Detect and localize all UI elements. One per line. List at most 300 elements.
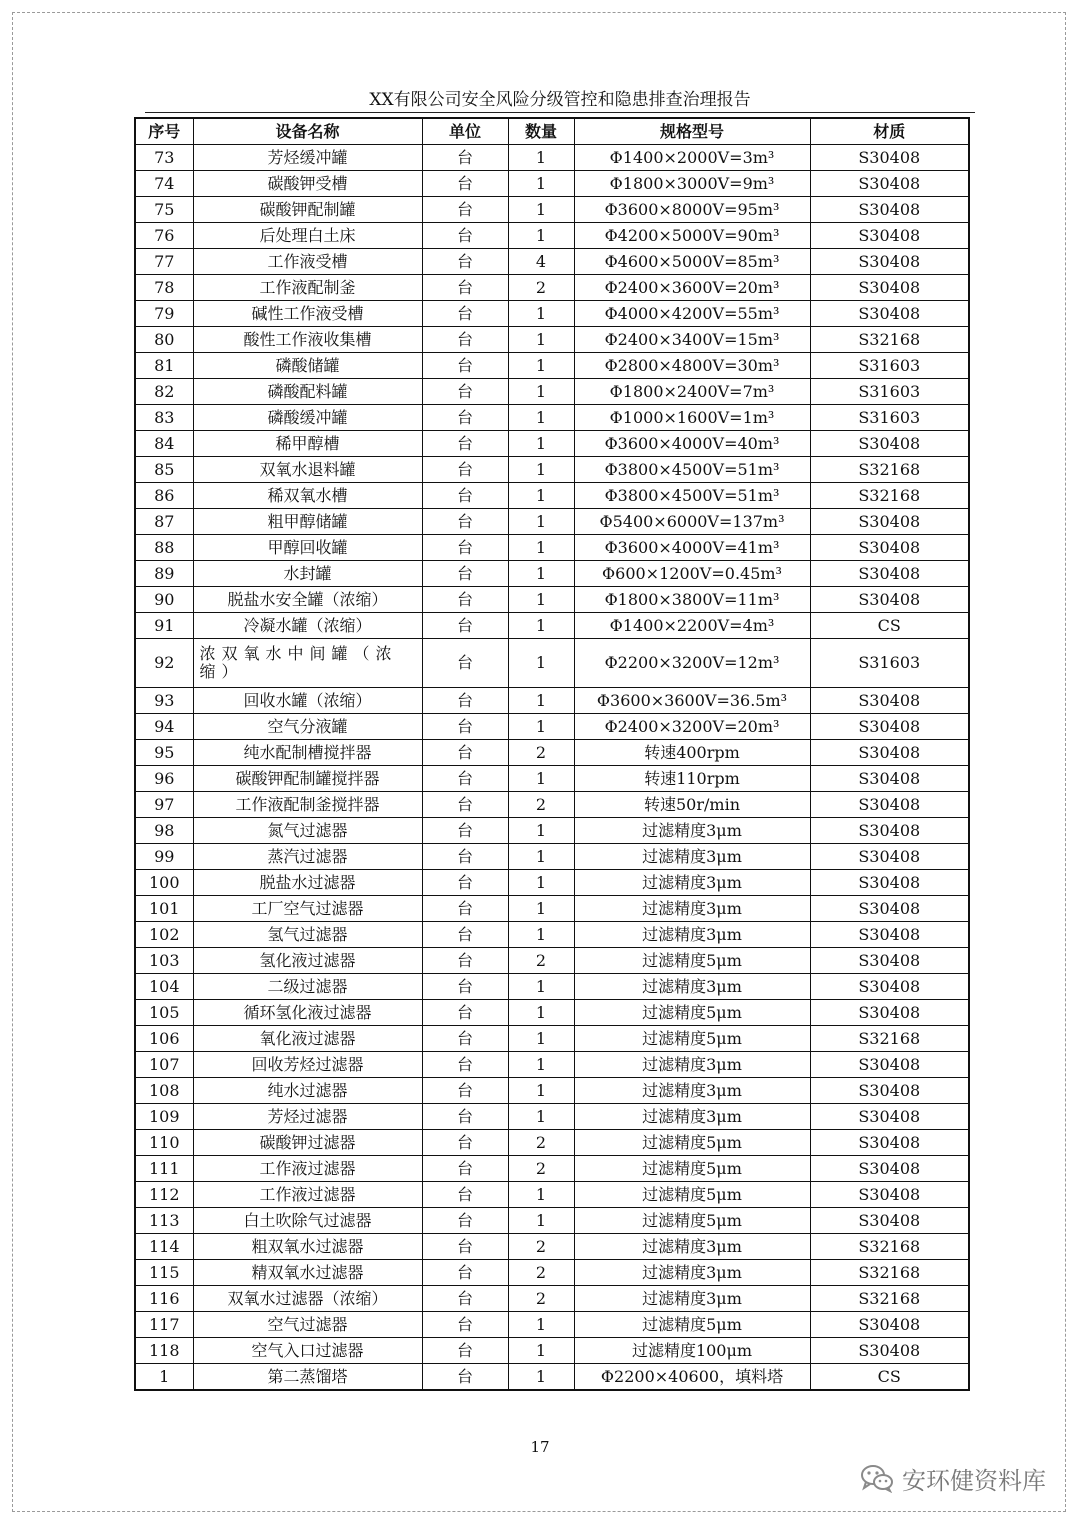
cell-spec: Φ3600×4000V=41m³	[574, 535, 810, 561]
cell-quantity: 1	[508, 1104, 574, 1130]
cell-name: 碳酸钾配制罐搅拌器	[193, 766, 422, 792]
cell-material: S32168	[810, 1234, 969, 1260]
cell-spec: Φ3600×3600V=36.5m³	[574, 688, 810, 714]
cell-index: 115	[135, 1260, 193, 1286]
cell-name: 稀双氧水槽	[193, 483, 422, 509]
cell-index: 83	[135, 405, 193, 431]
cell-name: 蒸汽过滤器	[193, 844, 422, 870]
cell-index: 74	[135, 171, 193, 197]
cell-spec: Φ3600×8000V=95m³	[574, 197, 810, 223]
cell-quantity: 1	[508, 145, 574, 171]
cell-unit: 台	[422, 1052, 508, 1078]
cell-material: S30408	[810, 792, 969, 818]
cell-material: S30408	[810, 1208, 969, 1234]
table-row	[135, 948, 969, 974]
table-body	[135, 145, 969, 1391]
cell-index: 102	[135, 922, 193, 948]
cell-name: 浓双氧水中间罐（浓缩）	[193, 639, 422, 688]
cell-unit: 台	[422, 639, 508, 688]
cell-index: 113	[135, 1208, 193, 1234]
cell-index: 81	[135, 353, 193, 379]
table-row	[135, 301, 969, 327]
cell-spec: Φ1400×2200V=4m³	[574, 613, 810, 639]
cell-name: 精双氧水过滤器	[193, 1260, 422, 1286]
cell-quantity: 4	[508, 249, 574, 275]
table-row	[135, 1286, 969, 1312]
cell-index: 88	[135, 535, 193, 561]
cell-quantity: 1	[508, 1026, 574, 1052]
cell-index: 78	[135, 275, 193, 301]
table-row	[135, 688, 969, 714]
cell-unit: 台	[422, 1104, 508, 1130]
cell-material: CS	[810, 1364, 969, 1391]
cell-spec: Φ1800×3800V=11m³	[574, 587, 810, 613]
table-row	[135, 1364, 969, 1391]
cell-spec: Φ2200×40600，填料塔	[574, 1364, 810, 1391]
cell-name: 空气入口过滤器	[193, 1338, 422, 1364]
cell-spec: Φ600×1200V=0.45m³	[574, 561, 810, 587]
cell-quantity: 1	[508, 870, 574, 896]
table-row	[135, 766, 969, 792]
cell-quantity: 1	[508, 431, 574, 457]
cell-name: 空气过滤器	[193, 1312, 422, 1338]
table-row	[135, 1208, 969, 1234]
cell-index: 91	[135, 613, 193, 639]
cell-unit: 台	[422, 1260, 508, 1286]
cell-material: S30408	[810, 223, 969, 249]
cell-quantity: 1	[508, 639, 574, 688]
cell-quantity: 2	[508, 275, 574, 301]
cell-quantity: 1	[508, 766, 574, 792]
cell-quantity: 1	[508, 535, 574, 561]
cell-material: S30408	[810, 766, 969, 792]
cell-material: S30408	[810, 249, 969, 275]
cell-unit: 台	[422, 1312, 508, 1338]
cell-name: 循环氢化液过滤器	[193, 1000, 422, 1026]
cell-spec: Φ2200×3200V=12m³	[574, 639, 810, 688]
table-row	[135, 1078, 969, 1104]
table-row	[135, 1104, 969, 1130]
table-row	[135, 587, 969, 613]
cell-spec: 过滤精度3μm	[574, 1260, 810, 1286]
cell-index: 95	[135, 740, 193, 766]
cell-index: 77	[135, 249, 193, 275]
cell-quantity: 1	[508, 896, 574, 922]
cell-material: S30408	[810, 1000, 969, 1026]
cell-spec: Φ4200×5000V=90m³	[574, 223, 810, 249]
cell-index: 101	[135, 896, 193, 922]
cell-index: 117	[135, 1312, 193, 1338]
cell-quantity: 1	[508, 1182, 574, 1208]
cell-unit: 台	[422, 792, 508, 818]
cell-material: S32168	[810, 483, 969, 509]
cell-quantity: 1	[508, 509, 574, 535]
cell-name: 芳烃缓冲罐	[193, 145, 422, 171]
cell-material: S32168	[810, 1286, 969, 1312]
cell-quantity: 1	[508, 353, 574, 379]
cell-material: S30408	[810, 1052, 969, 1078]
cell-name: 脱盐水过滤器	[193, 870, 422, 896]
cell-name: 工作液过滤器	[193, 1156, 422, 1182]
cell-spec: 过滤精度3μm	[574, 1104, 810, 1130]
cell-spec: 过滤精度5μm	[574, 1000, 810, 1026]
cell-spec: Φ2400×3200V=20m³	[574, 714, 810, 740]
cell-quantity: 1	[508, 922, 574, 948]
cell-index: 104	[135, 974, 193, 1000]
cell-index: 89	[135, 561, 193, 587]
cell-spec: 过滤精度5μm	[574, 1182, 810, 1208]
cell-material: S32168	[810, 1026, 969, 1052]
cell-index: 109	[135, 1104, 193, 1130]
cell-spec: 过滤精度3μm	[574, 1286, 810, 1312]
cell-quantity: 1	[508, 405, 574, 431]
cell-spec: Φ1400×2000V=3m³	[574, 145, 810, 171]
table-header-row	[135, 118, 969, 145]
cell-name: 白土吹除气过滤器	[193, 1208, 422, 1234]
cell-material: S30408	[810, 896, 969, 922]
cell-material: S30408	[810, 561, 969, 587]
cell-unit: 台	[422, 844, 508, 870]
cell-name: 稀甲醇槽	[193, 431, 422, 457]
table-row	[135, 483, 969, 509]
cell-material: S30408	[810, 1104, 969, 1130]
cell-material: S31603	[810, 379, 969, 405]
cell-spec: Φ1800×2400V=7m³	[574, 379, 810, 405]
cell-quantity: 1	[508, 1078, 574, 1104]
cell-spec: 过滤精度3μm	[574, 818, 810, 844]
table-row	[135, 792, 969, 818]
cell-quantity: 2	[508, 1234, 574, 1260]
cell-index: 92	[135, 639, 193, 688]
cell-unit: 台	[422, 974, 508, 1000]
cell-index: 86	[135, 483, 193, 509]
cell-name: 磷酸配料罐	[193, 379, 422, 405]
cell-quantity: 2	[508, 792, 574, 818]
cell-quantity: 1	[508, 688, 574, 714]
cell-name: 水封罐	[193, 561, 422, 587]
cell-name: 磷酸缓冲罐	[193, 405, 422, 431]
cell-quantity: 1	[508, 1338, 574, 1364]
cell-quantity: 1	[508, 818, 574, 844]
cell-quantity: 1	[508, 1364, 574, 1391]
cell-index: 1	[135, 1364, 193, 1391]
cell-spec: 过滤精度3μm	[574, 896, 810, 922]
cell-spec: Φ4000×4200V=55m³	[574, 301, 810, 327]
cell-index: 80	[135, 327, 193, 353]
cell-spec: 过滤精度3μm	[574, 922, 810, 948]
cell-material: S30408	[810, 1078, 969, 1104]
cell-name: 回收水罐（浓缩）	[193, 688, 422, 714]
cell-quantity: 2	[508, 1130, 574, 1156]
cell-spec: Φ2400×3600V=20m³	[574, 275, 810, 301]
cell-unit: 台	[422, 1026, 508, 1052]
cell-index: 90	[135, 587, 193, 613]
cell-quantity: 1	[508, 561, 574, 587]
cell-material: S30408	[810, 1312, 969, 1338]
cell-unit: 台	[422, 688, 508, 714]
table-row	[135, 1130, 969, 1156]
table-row	[135, 197, 969, 223]
cell-unit: 台	[422, 714, 508, 740]
cell-material: S30408	[810, 948, 969, 974]
cell-name: 粗甲醇储罐	[193, 509, 422, 535]
table-row	[135, 1156, 969, 1182]
cell-unit: 台	[422, 561, 508, 587]
cell-index: 75	[135, 197, 193, 223]
cell-unit: 台	[422, 1208, 508, 1234]
table-row	[135, 561, 969, 587]
cell-quantity: 1	[508, 327, 574, 353]
cell-unit: 台	[422, 1000, 508, 1026]
cell-unit: 台	[422, 922, 508, 948]
cell-material: S30408	[810, 818, 969, 844]
cell-spec: Φ2400×3400V=15m³	[574, 327, 810, 353]
table-row	[135, 145, 969, 171]
watermark-text: 安环健资料库	[902, 1466, 1046, 1495]
cell-unit: 台	[422, 1130, 508, 1156]
cell-material: S31603	[810, 353, 969, 379]
table-row	[135, 1026, 969, 1052]
table-row	[135, 1234, 969, 1260]
cell-name: 工作液受槽	[193, 249, 422, 275]
cell-name: 酸性工作液收集槽	[193, 327, 422, 353]
cell-unit: 台	[422, 766, 508, 792]
cell-spec: 转速50r/min	[574, 792, 810, 818]
cell-quantity: 2	[508, 1156, 574, 1182]
cell-index: 118	[135, 1338, 193, 1364]
table-row	[135, 327, 969, 353]
cell-spec: 过滤精度100μm	[574, 1338, 810, 1364]
cell-spec: Φ3800×4500V=51m³	[574, 457, 810, 483]
col-header-unit: 单位	[422, 118, 508, 145]
cell-material: S32168	[810, 457, 969, 483]
cell-material: S30408	[810, 844, 969, 870]
cell-material: S31603	[810, 639, 969, 688]
cell-spec: 转速400rpm	[574, 740, 810, 766]
cell-index: 79	[135, 301, 193, 327]
cell-name: 纯水过滤器	[193, 1078, 422, 1104]
cell-index: 110	[135, 1130, 193, 1156]
cell-quantity: 1	[508, 301, 574, 327]
table-row	[135, 1260, 969, 1286]
table-row	[135, 844, 969, 870]
table-row	[135, 509, 969, 535]
table-row	[135, 535, 969, 561]
col-header-spec: 规格型号	[574, 118, 810, 145]
cell-spec: Φ5400×6000V=137m³	[574, 509, 810, 535]
table-row	[135, 818, 969, 844]
cell-material: S30408	[810, 535, 969, 561]
cell-spec: 过滤精度3μm	[574, 844, 810, 870]
cell-unit: 台	[422, 431, 508, 457]
table-row	[135, 870, 969, 896]
table-row	[135, 639, 969, 688]
cell-unit: 台	[422, 223, 508, 249]
col-header-index: 序号	[135, 118, 193, 145]
cell-unit: 台	[422, 740, 508, 766]
cell-name: 双氧水退料罐	[193, 457, 422, 483]
cell-index: 108	[135, 1078, 193, 1104]
cell-material: S30408	[810, 1338, 969, 1364]
cell-index: 94	[135, 714, 193, 740]
cell-name: 氮气过滤器	[193, 818, 422, 844]
table-row	[135, 974, 969, 1000]
table-row	[135, 1312, 969, 1338]
table-row	[135, 1052, 969, 1078]
cell-quantity: 1	[508, 457, 574, 483]
cell-material: S30408	[810, 1130, 969, 1156]
cell-index: 116	[135, 1286, 193, 1312]
cell-material: S30408	[810, 145, 969, 171]
cell-name: 磷酸储罐	[193, 353, 422, 379]
cell-quantity: 1	[508, 483, 574, 509]
table-row	[135, 457, 969, 483]
table-row	[135, 353, 969, 379]
cell-index: 107	[135, 1052, 193, 1078]
cell-material: S30408	[810, 1182, 969, 1208]
cell-spec: 过滤精度3μm	[574, 1052, 810, 1078]
cell-unit: 台	[422, 353, 508, 379]
cell-index: 97	[135, 792, 193, 818]
cell-material: S30408	[810, 431, 969, 457]
cell-spec: Φ3600×4000V=40m³	[574, 431, 810, 457]
cell-quantity: 1	[508, 171, 574, 197]
cell-index: 105	[135, 1000, 193, 1026]
cell-unit: 台	[422, 379, 508, 405]
cell-material: S30408	[810, 301, 969, 327]
cell-unit: 台	[422, 1338, 508, 1364]
cell-name: 碳酸钾配制罐	[193, 197, 422, 223]
cell-name: 纯水配制槽搅拌器	[193, 740, 422, 766]
cell-quantity: 1	[508, 974, 574, 1000]
cell-name: 碳酸钾过滤器	[193, 1130, 422, 1156]
cell-name: 氢气过滤器	[193, 922, 422, 948]
cell-quantity: 1	[508, 379, 574, 405]
cell-quantity: 2	[508, 1260, 574, 1286]
cell-unit: 台	[422, 1286, 508, 1312]
cell-unit: 台	[422, 275, 508, 301]
cell-index: 82	[135, 379, 193, 405]
cell-quantity: 2	[508, 740, 574, 766]
cell-spec: 过滤精度5μm	[574, 948, 810, 974]
cell-name: 氢化液过滤器	[193, 948, 422, 974]
cell-name: 双氧水过滤器（浓缩）	[193, 1286, 422, 1312]
cell-spec: 过滤精度5μm	[574, 1026, 810, 1052]
cell-unit: 台	[422, 948, 508, 974]
cell-spec: 过滤精度5μm	[574, 1130, 810, 1156]
cell-spec: Φ1800×3000V=9m³	[574, 171, 810, 197]
page-number: 17	[530, 1438, 550, 1456]
cell-spec: Φ3800×4500V=51m³	[574, 483, 810, 509]
cell-quantity: 1	[508, 714, 574, 740]
cell-unit: 台	[422, 1078, 508, 1104]
cell-index: 85	[135, 457, 193, 483]
cell-unit: 台	[422, 197, 508, 223]
cell-unit: 台	[422, 1234, 508, 1260]
cell-unit: 台	[422, 587, 508, 613]
cell-unit: 台	[422, 457, 508, 483]
table-row	[135, 223, 969, 249]
cell-name: 碳酸钾受槽	[193, 171, 422, 197]
cell-quantity: 2	[508, 1286, 574, 1312]
cell-name: 二级过滤器	[193, 974, 422, 1000]
cell-material: S30408	[810, 1156, 969, 1182]
cell-material: S30408	[810, 740, 969, 766]
cell-unit: 台	[422, 249, 508, 275]
cell-spec: 过滤精度3μm	[574, 974, 810, 1000]
cell-index: 93	[135, 688, 193, 714]
cell-unit: 台	[422, 1364, 508, 1391]
table-row	[135, 1000, 969, 1026]
table-row	[135, 714, 969, 740]
cell-unit: 台	[422, 1182, 508, 1208]
cell-index: 98	[135, 818, 193, 844]
cell-unit: 台	[422, 405, 508, 431]
wechat-icon	[860, 1463, 894, 1493]
cell-index: 99	[135, 844, 193, 870]
col-header-material: 材质	[810, 118, 969, 145]
cell-index: 114	[135, 1234, 193, 1260]
cell-quantity: 1	[508, 587, 574, 613]
table-row	[135, 405, 969, 431]
cell-name: 甲醇回收罐	[193, 535, 422, 561]
table-row	[135, 613, 969, 639]
cell-material: S30408	[810, 171, 969, 197]
cell-unit: 台	[422, 613, 508, 639]
col-header-quantity: 数量	[508, 118, 574, 145]
table-row	[135, 249, 969, 275]
table-row	[135, 922, 969, 948]
cell-spec: Φ2800×4800V=30m³	[574, 353, 810, 379]
cell-spec: 过滤精度3μm	[574, 870, 810, 896]
cell-material: S30408	[810, 688, 969, 714]
cell-unit: 台	[422, 535, 508, 561]
cell-material: S30408	[810, 870, 969, 896]
cell-spec: 过滤精度5μm	[574, 1312, 810, 1338]
cell-name: 粗双氧水过滤器	[193, 1234, 422, 1260]
document-header: XX有限公司安全风险分级管控和隐患排查治理报告	[145, 88, 975, 113]
cell-material: S32168	[810, 1260, 969, 1286]
cell-unit: 台	[422, 301, 508, 327]
table-row	[135, 896, 969, 922]
cell-material: S30408	[810, 275, 969, 301]
cell-unit: 台	[422, 171, 508, 197]
cell-name: 空气分液罐	[193, 714, 422, 740]
cell-quantity: 1	[508, 1312, 574, 1338]
cell-quantity: 1	[508, 613, 574, 639]
cell-name: 工厂空气过滤器	[193, 896, 422, 922]
cell-material: S30408	[810, 714, 969, 740]
cell-quantity: 1	[508, 197, 574, 223]
cell-index: 106	[135, 1026, 193, 1052]
cell-unit: 台	[422, 327, 508, 353]
cell-material: S30408	[810, 197, 969, 223]
cell-name: 工作液过滤器	[193, 1182, 422, 1208]
cell-material: S30408	[810, 922, 969, 948]
col-header-name: 设备名称	[193, 118, 422, 145]
cell-index: 111	[135, 1156, 193, 1182]
cell-name: 回收芳烃过滤器	[193, 1052, 422, 1078]
cell-spec: 过滤精度3μm	[574, 1234, 810, 1260]
cell-unit: 台	[422, 145, 508, 171]
cell-unit: 台	[422, 896, 508, 922]
table-row	[135, 431, 969, 457]
cell-spec: Φ4600×5000V=85m³	[574, 249, 810, 275]
watermark	[860, 1460, 1046, 1496]
table-row	[135, 171, 969, 197]
table-row	[135, 379, 969, 405]
cell-unit: 台	[422, 1156, 508, 1182]
